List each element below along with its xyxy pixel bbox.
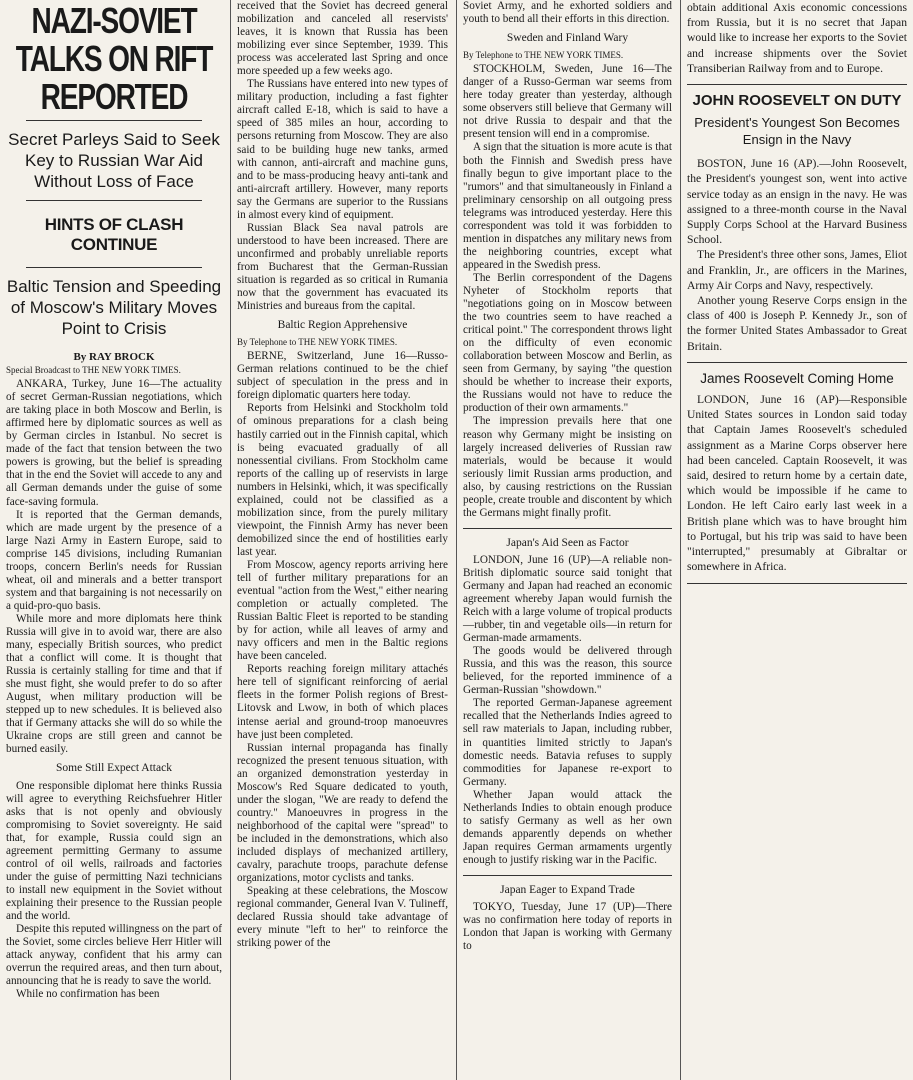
column-4 xyxy=(680,0,913,1080)
article-paragraph: LONDON, June 16 (UP)—A reliable non-British diplomatic source said tonight that Germany and Japan had reached an economic agreement whereby Japan would furnish the Reich with a large volume of tropical products—rubber, tin and vegetable oils—in return for German-made armaments. xyxy=(463,553,672,645)
roosevelt-headline: JOHN ROOSEVELT ON DUTY xyxy=(692,92,902,110)
article-paragraph: Speaking at these celebrations, the Moscow regional commander, General Ivan V. Tulineff, declared Russia should take advantage of every minute "left to her" to reinforce the striking power of the xyxy=(237,885,448,950)
credit-line: Special Broadcast to THE NEW YORK TIMES. xyxy=(6,365,181,376)
section-divider xyxy=(687,362,907,363)
article-paragraph: obtain additional Axis economic concessions from Russia, but it is no secret that Japan would like to increase her exports to the Soviet and increase shipments over the Soviet Transiberian Railway from and to Europe. xyxy=(687,1,907,75)
headline-deck-1: Secret Parleys Said to Seek Key to Russian War Aid Without Loss of Face xyxy=(8,130,220,191)
article-paragraph: Despite this reputed willingness on the part of the Soviet, some circles believe Herr Hitler will attack anyway, confident that his army can overrun the required areas, and then turn about, announcing that he is ready to save the world. xyxy=(6,923,222,988)
headline-deck-2: HINTS OF CLASH CONTINUE xyxy=(44,215,184,254)
article-paragraph: A sign that the situation is more acute is that both the Finnish and Swedish press have finally begun to give important place to the "rumors" and that simultaneously in Finland a preliminary censorship on all outgoing press telegrams was introduced yesterday. Here this correspondent was told it was forbidden to mention in dispatches any military news from the neighboring countries, except what appeared in the Swedish press. xyxy=(463,141,672,271)
article-paragraph: Soviet Army, and he exhorted soldiers and youth to bend all their efforts in this direction. xyxy=(463,0,672,26)
james-roosevelt-headline: James Roosevelt Coming Home xyxy=(700,370,894,386)
section-divider xyxy=(463,528,672,529)
headline-rule xyxy=(26,120,202,121)
article-paragraph: The Berlin correspondent of the Dagens Nyheter of Stockholm reports that "negotiations going on in Moscow between the two countries seem to have reached a critical point." The correspondent throws light on the difficulty of even economic collaboration between Moscow and Berlin, as seen from Germany, by saying "the question should be whether to increase their exports, the Russians would not have to reduce the production of their own armaments." xyxy=(463,271,672,415)
deck-rule-2 xyxy=(26,267,202,268)
article-paragraph: The President's three other sons, James, Eliot and Franklin, Jr., are officers in the Marines, Army Air Corps and Navy, respectively. xyxy=(687,248,907,292)
credit-line: By Telephone to THE NEW YORK TIMES. xyxy=(237,337,398,348)
column-2 xyxy=(230,0,454,1080)
deck-rule xyxy=(26,200,202,201)
section-divider xyxy=(463,875,672,876)
main-headline: NAZI-SOVIET TALKS ON RIFT REPORTED xyxy=(15,0,213,117)
column-3 xyxy=(456,0,678,1080)
credit-line: By Telephone to THE NEW YORK TIMES. xyxy=(463,50,624,61)
roosevelt-deck: President's Youngest Son Becomes Ensign in the Navy xyxy=(694,115,900,148)
subhead: Japan's Aid Seen as Factor xyxy=(506,536,629,549)
article-paragraph: While more and more diplomats here think Russia will give in to avoid war, there are also many, especially British sources, who predict that a conflict will come. It is thought that Russia is certainly stalling for time and that if she must fight, she would prefer to do so after August, when military production will be stepped up to new schedules. It is believed also that if Germany attacks she will do so while the Ukraine crops are still green and cannot be burned easily. xyxy=(6,612,222,756)
article-paragraph: The impression prevails here that one reason why Germany might be insisting on largely increased deliveries of Russian raw materials, would be because it would seriously limit Russian arms production, and also, by causing restrictions on the Russian people, create trouble and discontent by which the Germans might finally profit. xyxy=(463,415,672,519)
article-paragraph: LONDON, June 16 (AP)—Responsible United States sources in London said today that Captain James Roosevelt's scheduled assignment as a Marine Corps observer here had been canceled. Captain Roosevelt, it was said, desired to return home by a certain date, which would be impossible if he came to London. He left Cairo early last week in a British plane which was to have brought him to Portugal, but his trip was said to have been "interrupted," presumably at Gibraltar or somewhere in Africa. xyxy=(687,393,907,574)
article-paragraph: Whether Japan would attack the Netherlands Indies to obtain enough produce to satisfy Germany as well as her own demands apparently depends on whether Japan requires German armaments urgently enough to justify risking war in the Pacific. xyxy=(463,788,672,866)
byline: By RAY BROCK xyxy=(73,351,155,363)
subhead: Sweden and Finland Wary xyxy=(506,32,629,45)
section-divider xyxy=(687,84,907,85)
article-paragraph: While no confirmation has been xyxy=(16,988,160,1001)
article-paragraph: From Moscow, agency reports arriving here tell of further military preparations for an eventual "action from the West," either nearing completion or actually completed. The Russian Baltic Fleet is reported to be standing by for action, while all leaves of army and navy officers and men in the Baltic regions have been canceled. xyxy=(237,558,448,663)
article-paragraph: It is reported that the German demands, which are made urgent by the presence of a large Nazi Army in Eastern Europe, said to comprise 145 divisions, including Rumanian troops, concern Berlin's needs for Russian wheat, oil and minerals and a better transport system and that bargaining is not necessarily on a quid-pro-quo basis. xyxy=(6,508,222,612)
article-paragraph: Reports from Helsinki and Stockholm told of ominous preparations for a clash being hastily carried out in the Finnish capital, which is being evacuated gradually of all nonessential civilians. From Stockholm came reports of the calling up of reservists in large numbers in Helsinki, which, it was specifically explained, could not be classified as a mobilization since, from the purely military viewpoint, the Finnish Army has never been demobilized since the end of hostilities early last year. xyxy=(237,402,448,558)
article-paragraph: TOKYO, Tuesday, June 17 (UP)—There was no confirmation here today of reports in London that Japan is working with Germany to xyxy=(463,901,672,953)
headline-deck-3: Baltic Tension and Speeding of Moscow's Military Moves Point to Crisis xyxy=(6,277,222,338)
article-paragraph: BERNE, Switzerland, June 16—Russo-German relations continued to be the chief subject of speculation in the press and in foreign diplomatic quarters here today. xyxy=(237,350,448,402)
article-paragraph: ANKARA, Turkey, June 16—The actuality of secret German-Russian negotiations, which are taking place in both Moscow and Berlin, is affirmed here by diplomatic sources as well as by German circles in Istanbul. No secret is made of the fact that tension between the two powers is growing, but the belief is spreading that in the end the Soviet will accede to any and all German demands under the guise of some face-saving formula. xyxy=(6,378,222,508)
article-paragraph: Another young Reserve Corps ensign in the class of 400 is Joseph P. Kennedy Jr., son of the former United States Ambassador to Great Britain. xyxy=(687,294,907,353)
subhead: Japan Eager to Expand Trade xyxy=(500,884,635,896)
article-paragraph: received that the Soviet has decreed general mobilization and canceled all reservists' leaves, it is known that Russia has been mobilizing ever since September, 1939. This process was accelerated last Spring and once more speeded up a few weeks ago. xyxy=(237,0,448,78)
article-paragraph: Reports reaching foreign military attachés here tell of significant reinforcing of aerial fleets in the former Polish regions of Brest-Litovsk and Lwow, in both of which places intense aerial and ground-troop manoeuvres have just been completed. xyxy=(237,663,448,741)
article-paragraph: Russian Black Sea naval patrols are understood to have been increased. There are unconfirmed and probably unreliable reports from Bucharest that the German-Russian situation is regarded as so critical in Rumania now that the government has evacuated its Ministries and bureaus from the capital. xyxy=(237,221,448,313)
article-paragraph: The reported German-Japanese agreement recalled that the Netherlands Indies agreed to sell raw materials to Japan, including rubber, in quantities limited strictly to Japan's domestic needs. Batavia refuses to supply commodities for Japanese re-export to Germany. xyxy=(463,697,672,788)
article-paragraph: One responsible diplomat here thinks Russia will agree to everything Reichsfuehrer Hitler asks that is not openly and obviously compromising to Soviet sovereignty. He said that, for example, Russia could sign an agreement permitting Germany to assume control of oil wells, railroads and factories under the guise of permitting Nazi technicians to install new equipment in the Soviet without explaining their presence to the Russian people and the world. xyxy=(6,779,222,922)
subhead: Some Still Expect Attack xyxy=(56,762,172,775)
article-paragraph: Russian internal propaganda has finally recognized the present tenuous situation, with an organized demonstration yesterday in Moscow's Red Square dedicated to youth, under the slogan, "We are ready to defend the country." Manoeuvres in progress in the neighborhood of the capital were "spread" to be included in the demonstrations, which also included displays of mechanized artillery, cavalry, parachute troops, parachute defense organizations, motor cyclists and tanks. xyxy=(237,741,448,885)
subhead: Baltic Region Apprehensive xyxy=(277,319,408,332)
article-paragraph: BOSTON, June 16 (AP).—John Roosevelt, the President's youngest son, went into active service today as an ensign in the navy. He was assigned to a three-month course in the Naval Supply Corps School at the Harvard Business School. xyxy=(687,157,907,247)
article-paragraph: STOCKHOLM, Sweden, June 16—The danger of a Russo-German war seems from here today greater than yesterday, although some observers still believe that Germany will not drive Russia to despair and that the present tension will end in a compromise. xyxy=(463,63,672,141)
article-paragraph: The Russians have entered into new types of military production, including a fast fighter aircraft called E-18, which is said to have a speed of 385 miles an hour, according to persons returning from Moscow. They are also said to be building huge new tanks, armed with cannon, anti-aircraft and machine guns, and to be mass-producing heavy anti-tank and anti-aircraft artillery. However, many reports say the Germans are superior to the Russians in almost every kind of equipment. xyxy=(237,78,448,221)
article-paragraph: The goods would be delivered through Russia, and this was the reason, this source believed, for the reported imminence of a German-Russian "showdown." xyxy=(463,645,672,697)
column-1 xyxy=(0,0,228,1080)
section-divider xyxy=(687,583,907,584)
